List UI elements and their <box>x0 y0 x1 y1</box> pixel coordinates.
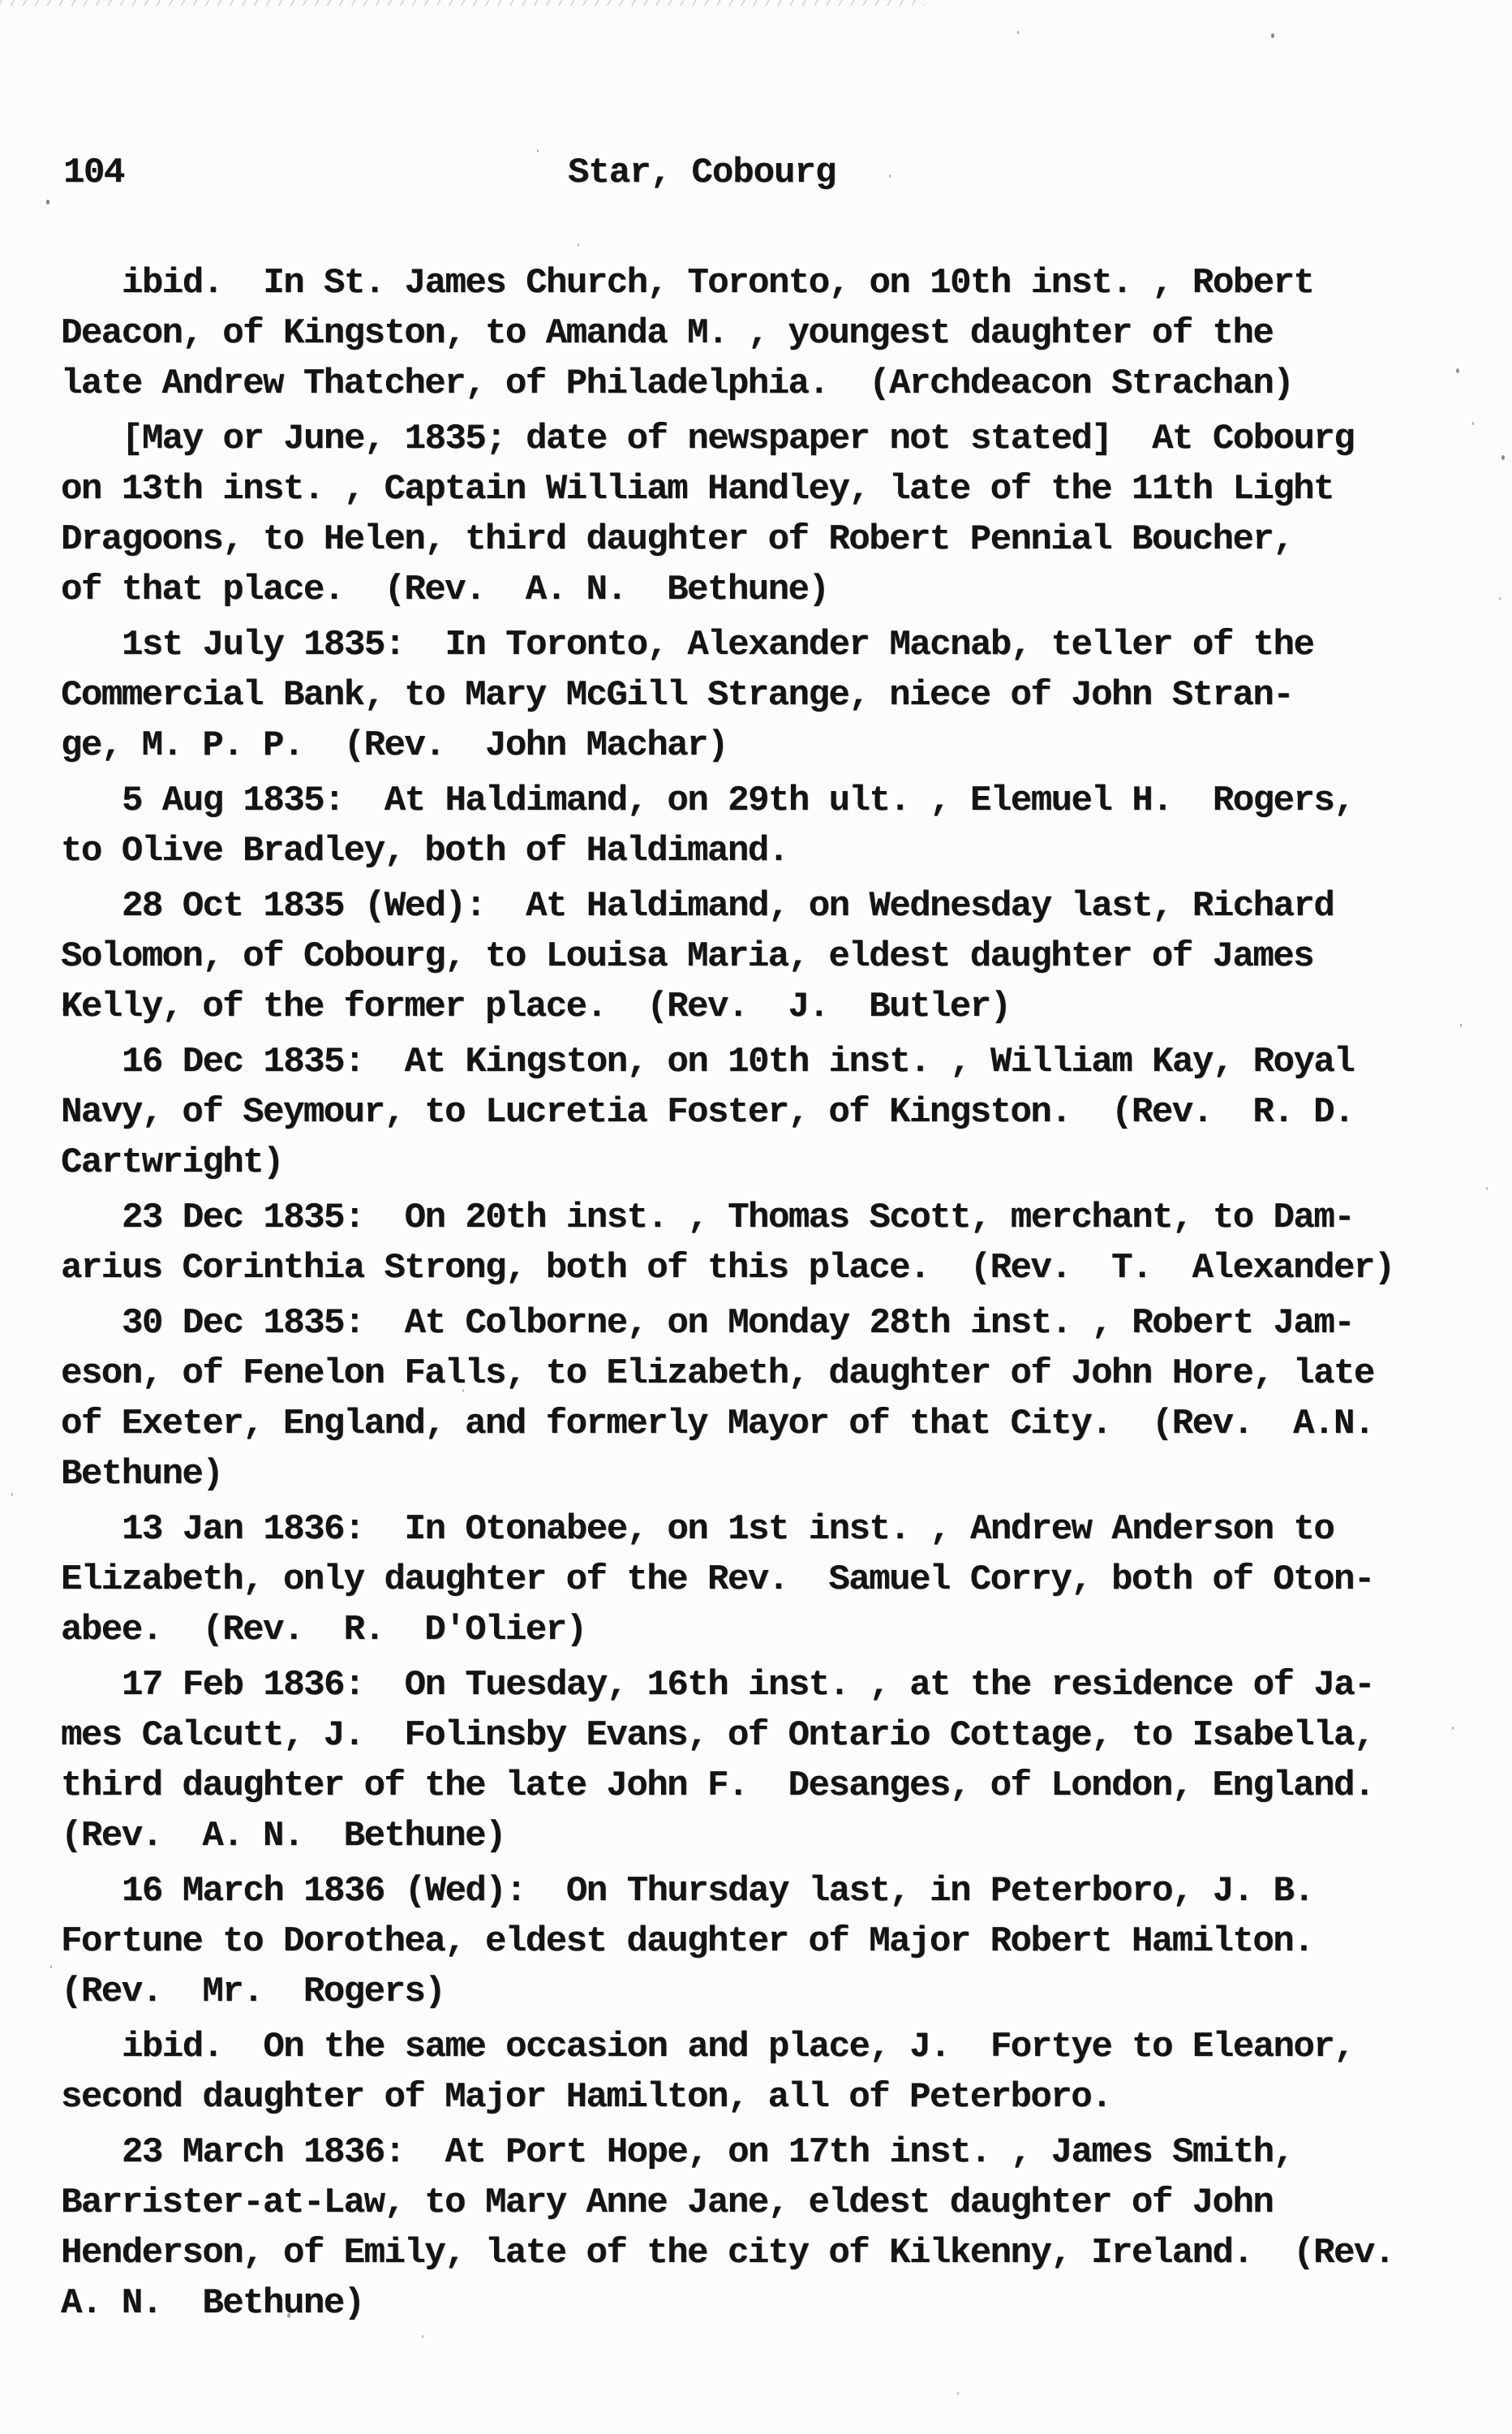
text-line: Commercial Bank, to Mary McGill Strange, niece of John Stran- <box>61 675 1294 716</box>
text-line: Kelly, of the former place. (Rev. J. Butler) <box>61 987 1011 1027</box>
text-line: Henderson, of Emily, late of the city of Kilkenny, Ireland. (Rev. <box>61 2233 1394 2273</box>
text-line: Deacon, of Kingston, to Amanda M. , youngest daughter of the <box>61 313 1274 354</box>
text-line: (Rev. A. N. Bethune) <box>61 1816 505 1856</box>
paragraph <box>61 1298 1472 1499</box>
text-line: second daughter of Major Hamilton, all of Peterboro. <box>61 2077 1112 2118</box>
text-line: third daughter of the late John F. Desanges, of London, England. <box>61 1765 1374 1806</box>
scan-artifact-top-edge <box>0 0 925 6</box>
paragraph <box>61 1504 1472 1655</box>
text-line: 17 Feb 1836: On Tuesday, 16th inst. , at the residence of Ja- <box>122 1665 1375 1705</box>
page-number: 104 <box>63 153 124 193</box>
text-line: Barrister-at-Law, to Mary Anne Jane, eldest daughter of John <box>61 2182 1274 2223</box>
paragraph <box>61 1193 1472 1293</box>
text-line: of Exeter, England, and formerly Mayor of that City. (Rev. A.N. <box>61 1404 1374 1444</box>
text-line: Elizabeth, only daughter of the Rev. Samuel Corry, both of Oton- <box>61 1559 1374 1600</box>
paragraph <box>61 620 1472 771</box>
text-line: late Andrew Thatcher, of Philadelphia. (Archdeacon Strachan) <box>61 363 1294 404</box>
text-line: 28 Oct 1835 (Wed): At Haldimand, on Wednesday last, Richard <box>122 886 1334 927</box>
text-line: 5 Aug 1835: At Haldimand, on 29th ult. , Elemuel H. Rogers, <box>122 781 1355 821</box>
scan-specks <box>0 0 2 3</box>
page-title: Star, Cobourg <box>568 153 836 193</box>
text-line: mes Calcutt, J. Folinsby Evans, of Ontario Cottage, to Isabella, <box>61 1715 1374 1756</box>
text-line: eson, of Fenelon Falls, to Elizabeth, daughter of John Hore, late <box>61 1353 1374 1394</box>
text-line: of that place. (Rev. A. N. Bethune) <box>61 570 829 610</box>
text-line: 23 Dec 1835: On 20th inst. , Thomas Scott, merchant, to Dam- <box>122 1198 1355 1238</box>
text-line: Fortune to Dorothea, eldest daughter of Major Robert Hamilton. <box>61 1921 1314 1962</box>
text-line: 23 March 1836: At Port Hope, on 17th inst. , James Smith, <box>122 2132 1294 2173</box>
paragraph <box>61 414 1472 615</box>
paragraph <box>61 1660 1472 1861</box>
paragraph <box>61 2022 1472 2122</box>
paragraph <box>61 776 1472 876</box>
text-line: Bethune) <box>61 1454 223 1494</box>
text-line: Navy, of Seymour, to Lucretia Foster, of Kingston. (Rev. R. D. <box>61 1092 1354 1133</box>
text-line: 1st July 1835: In Toronto, Alexander Macnab, teller of the <box>122 625 1314 665</box>
paragraph <box>61 1866 1472 2017</box>
text-line: (Rev. Mr. Rogers) <box>61 1972 445 2012</box>
paragraph <box>61 2127 1472 2329</box>
text-line: to Olive Bradley, both of Haldimand. <box>61 831 788 871</box>
paragraph <box>61 258 1472 409</box>
text-line: arius Corinthia Strong, both of this place. (Rev. T. Alexander) <box>61 1248 1394 1288</box>
text-line: 16 March 1836 (Wed): On Thursday last, in Peterboro, J. B. <box>122 1871 1314 1912</box>
text-line: 16 Dec 1835: At Kingston, on 10th inst. , William Kay, Royal <box>122 1042 1355 1082</box>
paragraph <box>61 1037 1472 1188</box>
text-line: 13 Jan 1836: In Otonabee, on 1st inst. , Andrew Anderson to <box>122 1509 1334 1550</box>
text-block <box>61 258 1472 2333</box>
text-line: Dragoons, to Helen, third daughter of Robert Pennial Boucher, <box>61 519 1294 560</box>
text-line: abee. (Rev. R. D'Olier) <box>61 1610 586 1650</box>
text-line: [May or June, 1835; date of newspaper not stated] At Cobourg <box>122 419 1355 459</box>
text-line: on 13th inst. , Captain William Handley, late of the 11th Light <box>61 469 1334 510</box>
text-line: Cartwright) <box>61 1142 283 1183</box>
text-line: ibid. On the same occasion and place, J. Fortye to Eleanor, <box>122 2027 1355 2067</box>
text-line: ge, M. P. P. (Rev. John Machar) <box>61 725 728 766</box>
text-line: Solomon, of Cobourg, to Louisa Maria, eldest daughter of James <box>61 936 1314 977</box>
text-line: 30 Dec 1835: At Colborne, on Monday 28th inst. , Robert Jam- <box>122 1303 1355 1344</box>
page-header <box>0 153 1512 201</box>
text-line: ibid. In St. James Church, Toronto, on 10th inst. , Robert <box>122 263 1314 303</box>
text-line: A. N. Bethune) <box>61 2283 364 2324</box>
paragraph <box>61 881 1472 1032</box>
